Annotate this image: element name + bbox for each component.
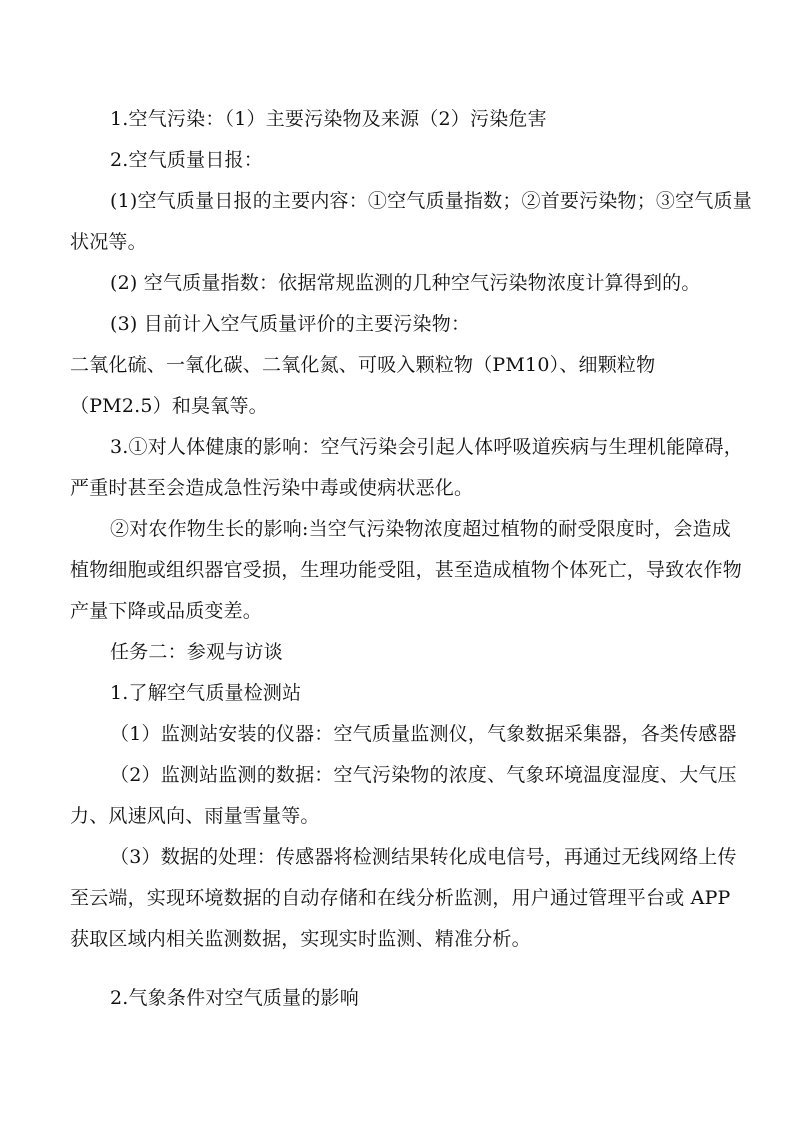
paragraph-line: （1）监测站安装的仪器：空气质量监测仪，气象数据采集器，各类传感器 xyxy=(110,723,737,745)
section-heading-air-pollution: 1.空气污染：（1）主要污染物及来源（2）污染危害 xyxy=(110,108,547,130)
section-heading-monitoring-station: 1.了解空气质量检测站 xyxy=(110,682,302,704)
paragraph-line: （2）监测站监测的数据：空气污染物的浓度、气象环境温度湿度、大气压 xyxy=(110,764,737,786)
section-heading-task-two: 任务二：参观与访谈 xyxy=(110,641,283,663)
section-heading-air-quality-report: 2.空气质量日报： xyxy=(110,149,263,171)
paragraph-line: 力、风速风向、雨量雪量等。 xyxy=(70,805,320,827)
paragraph-line: 状况等。 xyxy=(70,231,147,253)
paragraph-line: （3）数据的处理：传感器将检测结果转化成电信号，再通过无线网络上传 xyxy=(110,846,737,868)
paragraph-line: 至云端，实现环境数据的自动存储和在线分析监测，用户通过管理平台或 APP xyxy=(70,887,731,909)
paragraph-line: ②对农作物生长的影响:当空气污染物浓度超过植物的耐受限度时，会造成 xyxy=(110,518,732,540)
paragraph-line: (3) 目前计入空气质量评价的主要污染物： xyxy=(110,313,471,335)
paragraph-line: 二氧化硫、一氧化碳、二氧化氮、可吸入颗粒物（PM10）、细颗粒物 xyxy=(70,354,656,376)
paragraph-line: 植物细胞或组织器官受损，生理功能受阻，甚至造成植物个体死亡，导致农作物 xyxy=(70,559,743,581)
paragraph-line: (1)空气质量日报的主要内容：①空气质量指数；②首要污染物；③空气质量 xyxy=(110,190,752,212)
paragraph-line: （PM2.5）和臭氧等。 xyxy=(70,395,268,417)
section-heading-meteorological-conditions: 2.气象条件对空气质量的影响 xyxy=(110,987,359,1009)
paragraph-line: 获取区域内相关监测数据，实现实时监测、精准分析。 xyxy=(70,928,531,950)
paragraph-line: 3.①对人体健康的影响：空气污染会引起人体呼吸道疾病与生理机能障碍， xyxy=(110,436,743,458)
paragraph-line: 产量下降或品质变差。 xyxy=(70,600,263,622)
paragraph-line: (2) 空气质量指数：依据常规监测的几种空气污染物浓度计算得到的。 xyxy=(110,272,701,294)
paragraph-line: 严重时甚至会造成急性污染中毒或使病状恶化。 xyxy=(70,477,474,499)
